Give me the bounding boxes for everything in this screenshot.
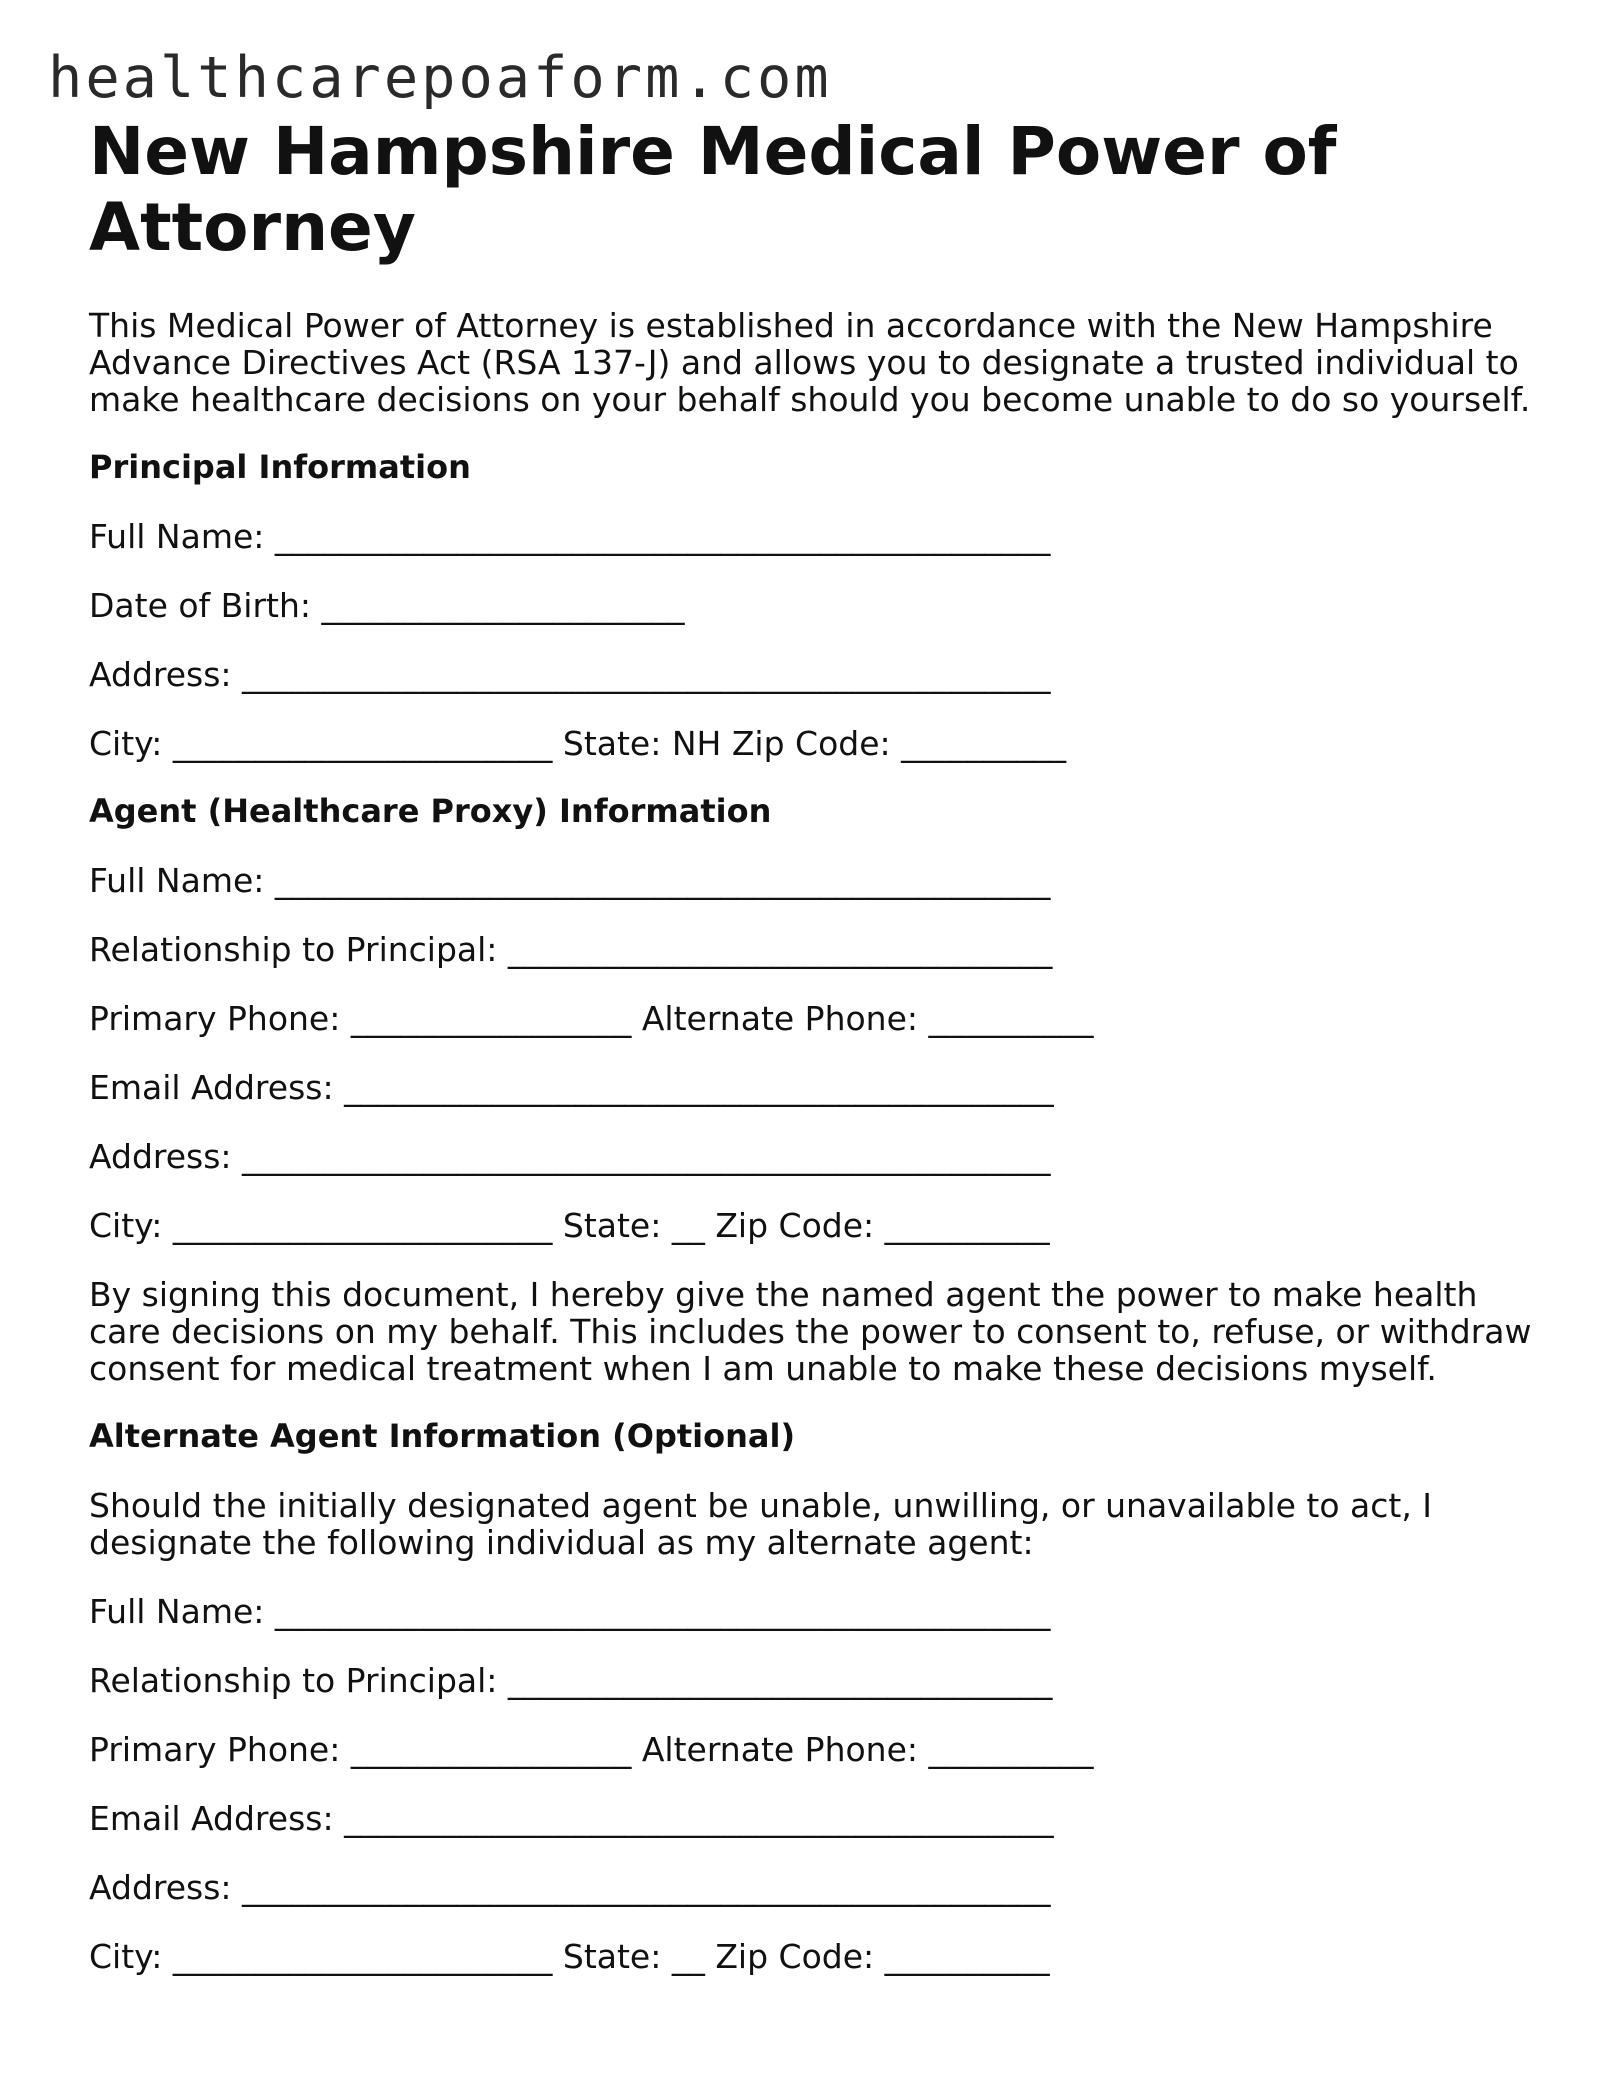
document-page [89,114,1549,1975]
agent-city-state-zip-field[interactable]: City: _______________________ State: __ Zip Code: __________ [89,1206,1050,1245]
alternate-address-field[interactable]: Address: _________________________________________________ [89,1868,1051,1907]
principal-section-heading: Principal Information [89,448,471,486]
alternate-city-state-zip-field[interactable]: City: _______________________ State: __ Zip Code: __________ [89,1937,1050,1976]
agent-relationship-field[interactable]: Relationship to Principal: _________________________________ [89,930,1053,969]
agent-phone-fields[interactable]: Primary Phone: _________________ Alternate Phone: __________ [89,999,1094,1038]
principal-full-name-field[interactable]: Full Name: _______________________________________________ [89,517,1051,556]
alternate-email-field[interactable]: Email Address: ___________________________________________ [89,1799,1054,1838]
principal-address-field[interactable]: Address: _________________________________________________ [89,655,1051,694]
agent-address-field[interactable]: Address: _________________________________________________ [89,1137,1051,1176]
alternate-full-name-field[interactable]: Full Name: _______________________________________________ [89,1592,1051,1631]
alternate-section-heading: Alternate Agent Information (Optional) [89,1417,796,1455]
principal-dob-field[interactable]: Date of Birth: ______________________ [89,586,685,625]
alternate-relationship-field[interactable]: Relationship to Principal: _________________________________ [89,1661,1053,1700]
site-watermark: healthcarepoaform.com [48,45,832,111]
agent-full-name-field[interactable]: Full Name: _______________________________________________ [89,861,1051,900]
agent-email-field[interactable]: Email Address: ___________________________________________ [89,1068,1054,1107]
authority-statement: By signing this document, I hereby give the named agent the power to make health care decisions on my behalf. This includes the power to consent to, refuse, or withdraw consent for medical treatment when I am unable to make these decisions myself. [89,1275,1532,1388]
intro-paragraph: This Medical Power of Attorney is established in accordance with the New Hampshire Advance Directives Act (RSA 137-J) and allows you to designate a trusted individual to make healthcare decisions on your behalf should you become unable to do so yourself. [89,306,1531,419]
document-title: New Hampshire Medical Power of Attorney [89,113,1337,266]
agent-section-heading: Agent (Healthcare Proxy) Information [89,792,772,830]
alternate-intro: Should the initially designated agent be unable, unwilling, or unavailable to act, I designate the following individual as my alternate agent: [89,1486,1433,1562]
alternate-phone-fields[interactable]: Primary Phone: _________________ Alternate Phone: __________ [89,1730,1094,1769]
principal-city-state-zip-field[interactable]: City: _______________________ State: NH Zip Code: __________ [89,724,1067,763]
